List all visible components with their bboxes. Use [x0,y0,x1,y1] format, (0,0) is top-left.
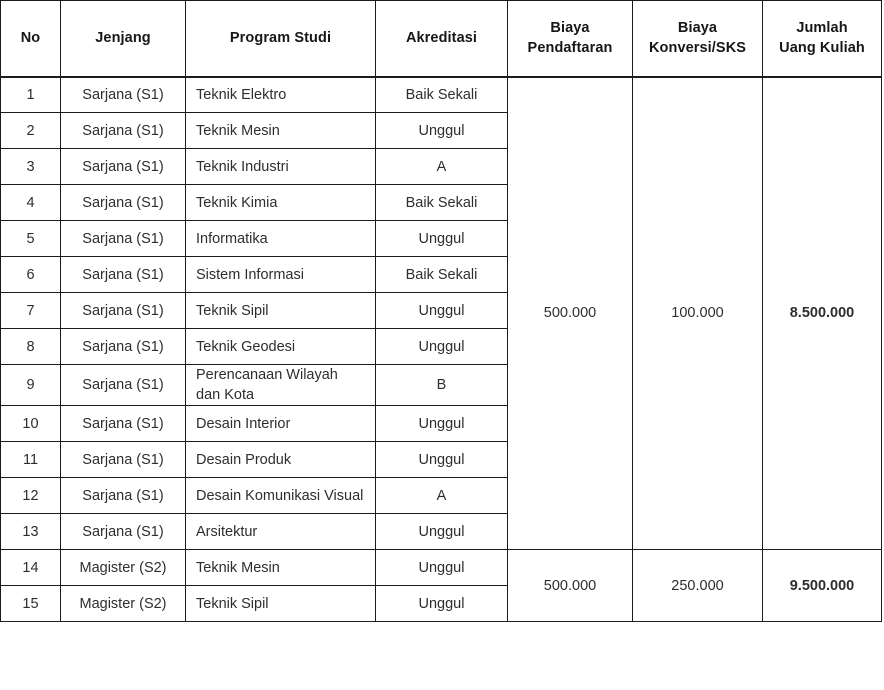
cell-akreditasi: Unggul [376,221,508,257]
column-header-prodi [186,1,376,77]
cell-biaya-konversi-sks: 250.000 [633,550,763,622]
cell-jenjang: Sarjana (S1) [61,185,186,221]
column-header-line: Jumlah [796,20,848,37]
cell-jenjang: Sarjana (S1) [61,442,186,478]
cell-akreditasi: Unggul [376,293,508,329]
cell-program-studi: Teknik Sipil [186,586,376,622]
cell-jenjang: Sarjana (S1) [61,514,186,550]
column-header-line: Konversi/SKS [648,40,747,57]
cell-jenjang: Sarjana (S1) [61,149,186,185]
table-row [1,77,882,113]
cell-no: 2 [1,113,61,149]
cell-akreditasi: Unggul [376,442,508,478]
cell-program-studi: Teknik Elektro [186,77,376,113]
cell-no: 13 [1,514,61,550]
column-header-biaya-pendaftaran [508,1,633,77]
cell-no: 10 [1,406,61,442]
column-header-jumlah-uang-kuliah [763,1,882,77]
cell-akreditasi: A [376,478,508,514]
cell-akreditasi: Unggul [376,514,508,550]
cell-program-studi: Teknik Sipil [186,293,376,329]
cell-no: 9 [1,365,61,406]
cell-program-studi: Perencanaan Wilayah dan Kota [186,365,376,406]
cell-biaya-konversi-sks: 100.000 [633,77,763,550]
column-header-line: Program Studi [229,30,332,47]
cell-program-studi: Teknik Kimia [186,185,376,221]
column-header-jenjang [61,1,186,77]
column-header-line: Biaya [550,20,590,37]
cell-no: 4 [1,185,61,221]
cell-jumlah-uang-kuliah: 9.500.000 [763,550,882,622]
table-body [1,77,882,622]
cell-program-studi: Desain Interior [186,406,376,442]
cell-jenjang: Sarjana (S1) [61,406,186,442]
column-header-line: Biaya [677,20,718,37]
table-header [1,1,882,77]
cell-biaya-pendaftaran: 500.000 [508,550,633,622]
cell-akreditasi: Baik Sekali [376,257,508,293]
cell-no: 15 [1,586,61,622]
cell-jenjang: Sarjana (S1) [61,113,186,149]
cell-no: 11 [1,442,61,478]
table-row [1,550,882,586]
cell-jenjang: Sarjana (S1) [61,293,186,329]
cell-akreditasi: Unggul [376,329,508,365]
cell-no: 14 [1,550,61,586]
cell-akreditasi: Unggul [376,406,508,442]
cell-akreditasi: B [376,365,508,406]
cell-biaya-pendaftaran: 500.000 [508,77,633,550]
cell-akreditasi: A [376,149,508,185]
column-header-line: Akreditasi [405,30,478,47]
cell-akreditasi: Baik Sekali [376,77,508,113]
column-header-biaya-konversi-sks [633,1,763,77]
cell-jenjang: Sarjana (S1) [61,329,186,365]
cell-program-studi: Teknik Industri [186,149,376,185]
cell-jenjang: Sarjana (S1) [61,365,186,406]
cell-program-studi: Desain Komunikasi Visual [186,478,376,514]
cell-no: 5 [1,221,61,257]
cell-akreditasi: Baik Sekali [376,185,508,221]
header-row [1,1,882,77]
cell-akreditasi: Unggul [376,113,508,149]
cell-jenjang: Magister (S2) [61,550,186,586]
cell-jenjang: Magister (S2) [61,586,186,622]
column-header-no [1,1,61,77]
cell-jumlah-uang-kuliah: 8.500.000 [763,77,882,550]
cell-no: 3 [1,149,61,185]
cell-no: 8 [1,329,61,365]
cell-program-studi: Teknik Mesin [186,550,376,586]
cell-jenjang: Sarjana (S1) [61,221,186,257]
column-header-line: Jenjang [95,30,151,47]
column-header-akreditasi [376,1,508,77]
cell-akreditasi: Unggul [376,586,508,622]
cell-program-studi: Teknik Mesin [186,113,376,149]
cell-program-studi: Teknik Geodesi [186,329,376,365]
column-header-line: Pendaftaran [527,40,613,57]
cell-no: 7 [1,293,61,329]
cell-no: 12 [1,478,61,514]
cell-program-studi: Arsitektur [186,514,376,550]
cell-program-studi: Sistem Informasi [186,257,376,293]
column-header-line: No [20,30,41,47]
cell-jenjang: Sarjana (S1) [61,257,186,293]
cell-jenjang: Sarjana (S1) [61,478,186,514]
cell-program-studi: Desain Produk [186,442,376,478]
column-header-line: Uang Kuliah [779,40,865,57]
cell-no: 1 [1,77,61,113]
cell-akreditasi: Unggul [376,550,508,586]
cell-jenjang: Sarjana (S1) [61,77,186,113]
cell-no: 6 [1,257,61,293]
cell-program-studi: Informatika [186,221,376,257]
